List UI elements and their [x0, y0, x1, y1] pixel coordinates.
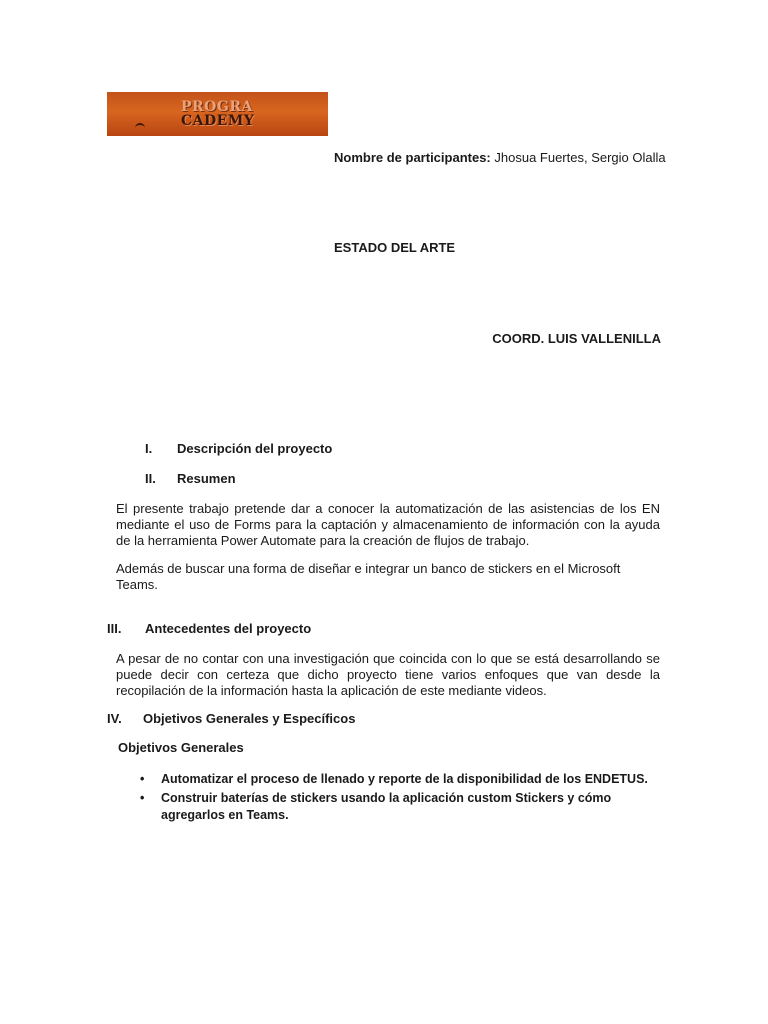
section-heading-iv	[107, 711, 355, 726]
participants-value: Jhosua Fuertes, Sergio Olalla	[490, 150, 666, 165]
participants-line	[334, 150, 666, 165]
section-number: III.	[107, 621, 122, 636]
prograacademy-logo	[107, 92, 328, 136]
resumen-paragraph-1: El presente trabajo pretende dar a conocer la automatización de las asistencias de los EN mediante el uso de Forms para la captación y almacenamiento de información con la ayuda de la herramienta Power Automate para la creación de flujos de trabajo.	[116, 501, 660, 548]
bullet-icon: •	[140, 772, 145, 786]
section-number: I.	[145, 441, 153, 456]
list-item-text: Construir baterías de stickers usando la aplicación custom Stickers y cómo agregarlos en Teams.	[161, 791, 612, 822]
section-number: II.	[145, 471, 156, 486]
document-title: ESTADO DEL ARTE	[334, 240, 456, 255]
section-title: Resumen	[177, 471, 236, 486]
section-title: Antecedentes del proyecto	[145, 621, 312, 636]
bullet-icon: •	[140, 791, 145, 805]
resumen-paragraph-2: Además de buscar una forma de diseñar e integrar un banco de stickers en el Microsoft Teams.	[116, 561, 621, 592]
list-item	[140, 771, 662, 788]
objetivos-subtitle: Objetivos Generales	[118, 740, 244, 755]
section-heading-ii	[145, 471, 236, 486]
participants-label: Nombre de participantes:	[334, 150, 491, 165]
section-heading-iii	[107, 621, 311, 636]
logo-text-bottom: CADEMY	[181, 113, 255, 129]
coordinator-name: COORD. LUIS VALLENILLA	[492, 331, 661, 346]
section-title: Objetivos Generales y Específicos	[143, 711, 356, 726]
list-item-text: Automatizar el proceso de llenado y reporte de la disponibilidad de los ENDETUS.	[161, 772, 648, 786]
objetivos-list	[140, 771, 662, 826]
section-heading-i	[145, 441, 332, 456]
antecedentes-paragraph: A pesar de no contar con una investigación que coincida con lo que se está desarrollando se puede decir con certeza que dicho proyecto tiene varios enfoques que van desde la recopilación de la información hasta la aplicación de este mediante videos.	[116, 651, 660, 698]
list-item	[140, 790, 662, 824]
logo-mark-icon	[135, 123, 145, 131]
section-title: Descripción del proyecto	[177, 441, 333, 456]
logo-text-top: PROGRA	[181, 99, 253, 115]
section-number: IV.	[107, 711, 122, 726]
